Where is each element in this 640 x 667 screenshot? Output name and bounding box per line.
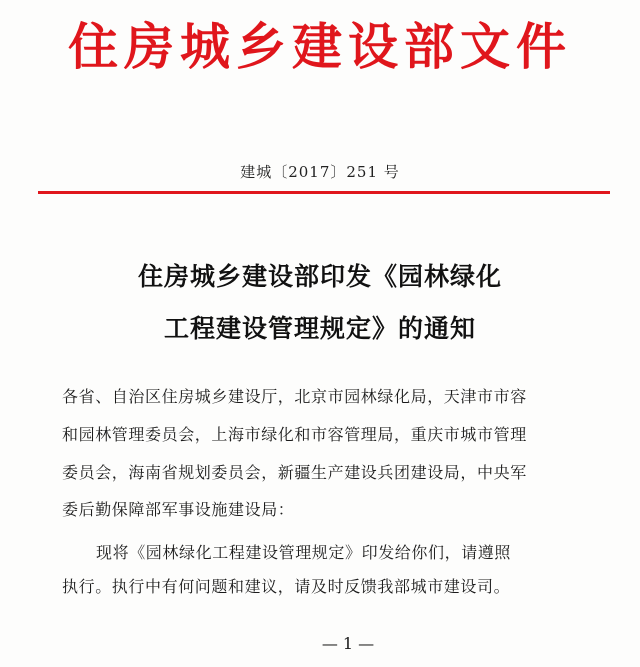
- notice-title-line-1: 住房城乡建设部印发《园林绿化: [137, 262, 502, 291]
- notice-title-line-2: 工程建设管理规定》的通知: [163, 314, 476, 343]
- body-paragraph-line-1: 现将《园林绿化工程建设管理规定》印发给你们，请遵照: [96, 543, 512, 562]
- masthead-title: 住房城乡建设部文件: [68, 18, 572, 76]
- addressee-line-2: 和园林管理委员会，上海市绿化和市容管理局，重庆市城市管理: [62, 425, 527, 444]
- page-number: — 1 —: [321, 634, 375, 653]
- addressee-line-1: 各省、自治区住房城乡建设厅，北京市园林绿化局，天津市市容: [62, 387, 527, 406]
- addressee-line-3: 委员会，海南省规划委员会，新疆生产建设兵团建设局，中央军: [62, 463, 527, 482]
- document-number: 建城〔2017〕251 号: [240, 163, 400, 181]
- addressee-line-4: 委后勤保障部军事设施建设局：: [62, 500, 295, 519]
- body-paragraph-line-2: 执行。执行中有何问题和建议，请及时反馈我部城市建设司。: [62, 577, 511, 596]
- red-divider-line: [38, 191, 610, 194]
